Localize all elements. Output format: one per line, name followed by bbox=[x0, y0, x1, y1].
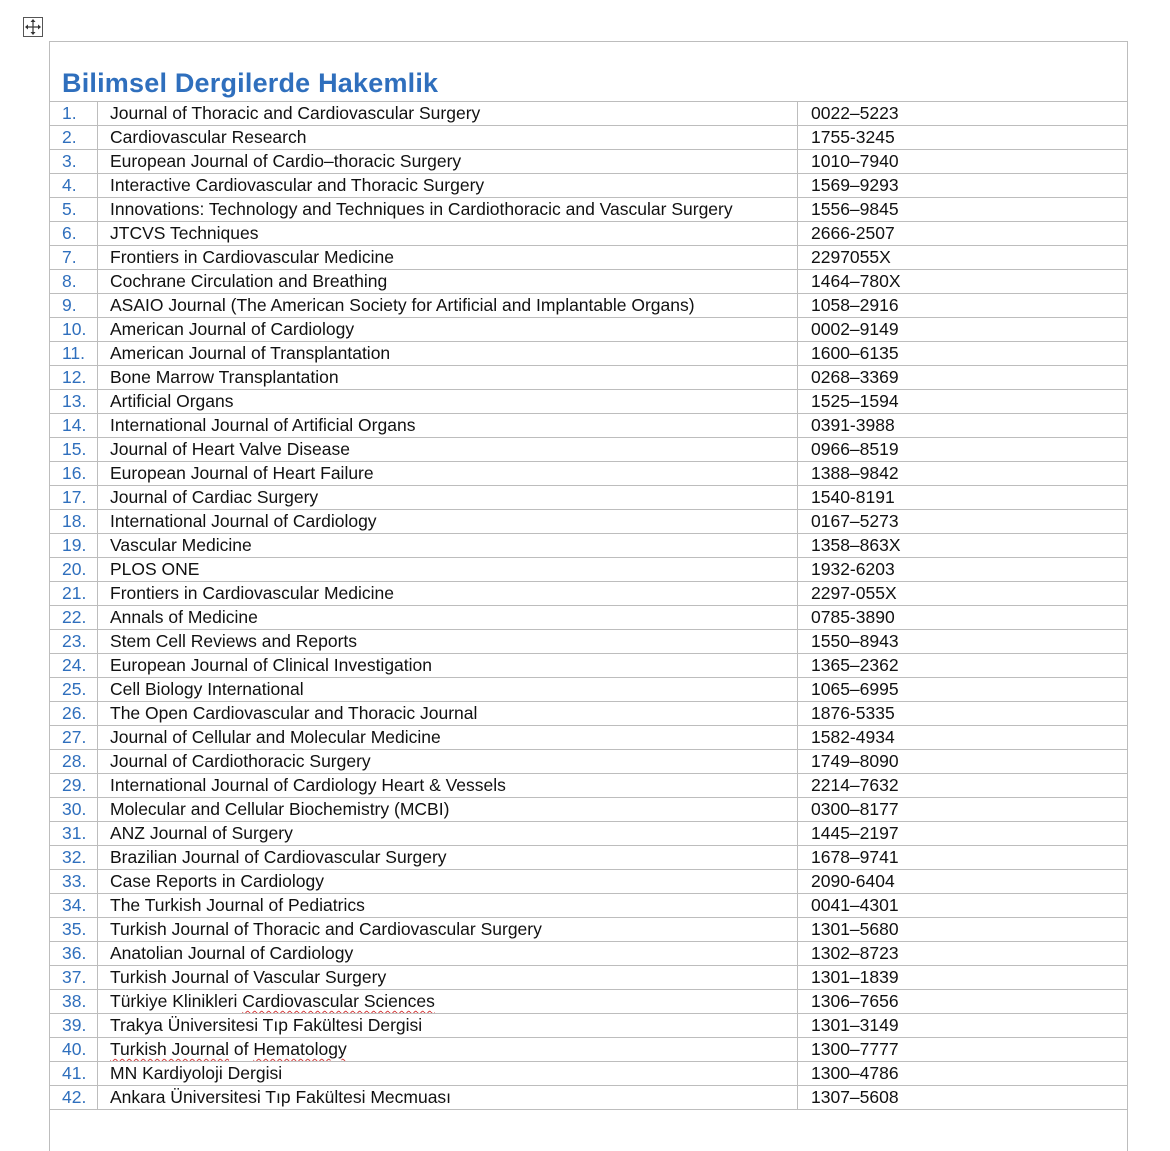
table-row bbox=[50, 486, 1128, 510]
journal-issn: 1358–863X bbox=[798, 534, 1128, 558]
row-number: 39. bbox=[50, 1014, 98, 1038]
row-number: 15. bbox=[50, 438, 98, 462]
row-number: 29. bbox=[50, 774, 98, 798]
row-number: 12. bbox=[50, 366, 98, 390]
journal-issn: 1301–3149 bbox=[798, 1014, 1128, 1038]
row-number: 5. bbox=[50, 198, 98, 222]
journal-issn: 1556–9845 bbox=[798, 198, 1128, 222]
journal-name: Journal of Cardiothoracic Surgery bbox=[98, 750, 798, 774]
journal-name: Frontiers in Cardiovascular Medicine bbox=[98, 246, 798, 270]
journal-name: Journal of Cellular and Molecular Medicine bbox=[98, 726, 798, 750]
journal-issn: 0785-3890 bbox=[798, 606, 1128, 630]
journal-issn: 1300–4786 bbox=[798, 1062, 1128, 1086]
row-number: 24. bbox=[50, 654, 98, 678]
journal-name-part: of bbox=[228, 1039, 254, 1059]
journal-issn: 1300–7777 bbox=[798, 1038, 1128, 1062]
row-number: 33. bbox=[50, 870, 98, 894]
journal-issn: 1365–2362 bbox=[798, 654, 1128, 678]
table-row bbox=[50, 918, 1128, 942]
journal-issn: 1388–9842 bbox=[798, 462, 1128, 486]
journal-name: Anatolian Journal of Cardiology bbox=[98, 942, 798, 966]
journal-name: Brazilian Journal of Cardiovascular Surgery bbox=[98, 846, 798, 870]
table-row bbox=[50, 726, 1128, 750]
journal-name: Innovations: Technology and Techniques in Cardiothoracic and Vascular Surgery bbox=[98, 198, 798, 222]
journal-name: The Open Cardiovascular and Thoracic Journal bbox=[98, 702, 798, 726]
row-number: 14. bbox=[50, 414, 98, 438]
journal-name-part: Türkiye Klinikleri bbox=[110, 991, 243, 1011]
journal-issn: 0966–8519 bbox=[798, 438, 1128, 462]
row-number: 16. bbox=[50, 462, 98, 486]
journal-name: ASAIO Journal (The American Society for Artificial and Implantable Organs) bbox=[98, 294, 798, 318]
row-number: 9. bbox=[50, 294, 98, 318]
row-number: 34. bbox=[50, 894, 98, 918]
journal-issn: 1301–5680 bbox=[798, 918, 1128, 942]
journal-name: Cochrane Circulation and Breathing bbox=[98, 270, 798, 294]
move-arrows-icon bbox=[24, 18, 42, 36]
journal-name: Annals of Medicine bbox=[98, 606, 798, 630]
journal-issn: 0391-3988 bbox=[798, 414, 1128, 438]
journal-name: International Journal of Cardiology bbox=[98, 510, 798, 534]
journal-issn: 1582-4934 bbox=[798, 726, 1128, 750]
table-row bbox=[50, 294, 1128, 318]
row-number: 20. bbox=[50, 558, 98, 582]
table-row bbox=[50, 966, 1128, 990]
table-row bbox=[50, 390, 1128, 414]
journal-issn: 1306–7656 bbox=[798, 990, 1128, 1014]
row-number: 7. bbox=[50, 246, 98, 270]
journal-name: Artificial Organs bbox=[98, 390, 798, 414]
table-row bbox=[50, 558, 1128, 582]
table-row bbox=[50, 582, 1128, 606]
table-row bbox=[50, 510, 1128, 534]
table-row bbox=[50, 654, 1128, 678]
journal-name: European Journal of Heart Failure bbox=[98, 462, 798, 486]
journal-issn: 1678–9741 bbox=[798, 846, 1128, 870]
table-row bbox=[50, 1014, 1128, 1038]
row-number: 32. bbox=[50, 846, 98, 870]
row-number: 36. bbox=[50, 942, 98, 966]
table-row bbox=[50, 366, 1128, 390]
journal-issn: 1749–8090 bbox=[798, 750, 1128, 774]
row-number: 23. bbox=[50, 630, 98, 654]
table-row bbox=[50, 342, 1128, 366]
table-row bbox=[50, 894, 1128, 918]
table-row bbox=[50, 150, 1128, 174]
table-row bbox=[50, 990, 1128, 1014]
table-row bbox=[50, 534, 1128, 558]
table-row bbox=[50, 606, 1128, 630]
journal-name: International Journal of Cardiology Heart & Vessels bbox=[98, 774, 798, 798]
journal-issn: 1010–7940 bbox=[798, 150, 1128, 174]
journal-issn: 1445–2197 bbox=[798, 822, 1128, 846]
journal-issn: 2666-2507 bbox=[798, 222, 1128, 246]
table-row bbox=[50, 222, 1128, 246]
journal-issn: 1540-8191 bbox=[798, 486, 1128, 510]
row-number: 27. bbox=[50, 726, 98, 750]
journal-issn: 0268–3369 bbox=[798, 366, 1128, 390]
journal-name: Interactive Cardiovascular and Thoracic Surgery bbox=[98, 174, 798, 198]
table-row bbox=[50, 702, 1128, 726]
table-row bbox=[50, 1062, 1128, 1086]
table-row bbox=[50, 198, 1128, 222]
row-number: 6. bbox=[50, 222, 98, 246]
row-number: 2. bbox=[50, 126, 98, 150]
journal-name: Bone Marrow Transplantation bbox=[98, 366, 798, 390]
spellcheck-flagged-text: Cardiovascular Sciences bbox=[242, 991, 435, 1011]
row-number: 42. bbox=[50, 1086, 98, 1110]
journal-issn: 1932-6203 bbox=[798, 558, 1128, 582]
journal-issn: 2214–7632 bbox=[798, 774, 1128, 798]
table-row bbox=[50, 1038, 1128, 1062]
table-row bbox=[50, 102, 1128, 126]
journal-name: Case Reports in Cardiology bbox=[98, 870, 798, 894]
row-number: 25. bbox=[50, 678, 98, 702]
row-number: 28. bbox=[50, 750, 98, 774]
row-number: 30. bbox=[50, 798, 98, 822]
table-row bbox=[50, 870, 1128, 894]
journal-name: Stem Cell Reviews and Reports bbox=[98, 630, 798, 654]
row-number: 13. bbox=[50, 390, 98, 414]
journal-name: European Journal of Cardio–thoracic Surgery bbox=[98, 150, 798, 174]
journal-name: Journal of Heart Valve Disease bbox=[98, 438, 798, 462]
journal-issn: 1301–1839 bbox=[798, 966, 1128, 990]
journal-name: American Journal of Cardiology bbox=[98, 318, 798, 342]
row-number: 22. bbox=[50, 606, 98, 630]
journal-name: American Journal of Transplantation bbox=[98, 342, 798, 366]
journal-name: European Journal of Clinical Investigation bbox=[98, 654, 798, 678]
journal-name: Turkish Journal of Vascular Surgery bbox=[98, 966, 798, 990]
table-row bbox=[50, 750, 1128, 774]
row-number: 3. bbox=[50, 150, 98, 174]
journal-name: Cardiovascular Research bbox=[98, 126, 798, 150]
journal-issn: 0041–4301 bbox=[798, 894, 1128, 918]
journal-name: Ankara Üniversitesi Tıp Fakültesi Mecmuası bbox=[98, 1086, 798, 1110]
journal-name: JTCVS Techniques bbox=[98, 222, 798, 246]
spellcheck-flagged-text: Turkish Journal bbox=[110, 1039, 229, 1059]
journal-issn: 1569–9293 bbox=[798, 174, 1128, 198]
journal-issn: 1307–5608 bbox=[798, 1086, 1128, 1110]
row-number: 18. bbox=[50, 510, 98, 534]
table-row bbox=[50, 462, 1128, 486]
row-number: 11. bbox=[50, 342, 98, 366]
journal-issn: 1065–6995 bbox=[798, 678, 1128, 702]
journal-issn: 0022–5223 bbox=[798, 102, 1128, 126]
journal-name bbox=[98, 990, 798, 1014]
table-row bbox=[50, 126, 1128, 150]
journal-name: Trakya Üniversitesi Tıp Fakültesi Dergisi bbox=[98, 1014, 798, 1038]
table-row bbox=[50, 438, 1128, 462]
row-number: 37. bbox=[50, 966, 98, 990]
journal-name: Journal of Cardiac Surgery bbox=[98, 486, 798, 510]
table-row bbox=[50, 798, 1128, 822]
spellcheck-flagged-text: Hematology bbox=[253, 1039, 347, 1059]
journal-name: Turkish Journal of Thoracic and Cardiovascular Surgery bbox=[98, 918, 798, 942]
journal-name: PLOS ONE bbox=[98, 558, 798, 582]
journal-issn: 0300–8177 bbox=[798, 798, 1128, 822]
journal-name: Molecular and Cellular Biochemistry (MCBI) bbox=[98, 798, 798, 822]
table-row bbox=[50, 630, 1128, 654]
journal-issn: 1464–780X bbox=[798, 270, 1128, 294]
row-number: 21. bbox=[50, 582, 98, 606]
journal-issn: 1600–6135 bbox=[798, 342, 1128, 366]
journal-issn: 1876-5335 bbox=[798, 702, 1128, 726]
journal-name bbox=[98, 1038, 798, 1062]
row-number: 4. bbox=[50, 174, 98, 198]
journal-name: Journal of Thoracic and Cardiovascular Surgery bbox=[98, 102, 798, 126]
journal-name: Cell Biology International bbox=[98, 678, 798, 702]
table-row bbox=[50, 318, 1128, 342]
journal-issn: 0167–5273 bbox=[798, 510, 1128, 534]
table-row bbox=[50, 942, 1128, 966]
table-row bbox=[50, 270, 1128, 294]
journal-table bbox=[49, 101, 1128, 1110]
table-row bbox=[50, 1086, 1128, 1110]
table-move-handle[interactable] bbox=[23, 17, 43, 37]
row-number: 1. bbox=[50, 102, 98, 126]
journal-issn: 1525–1594 bbox=[798, 390, 1128, 414]
table-row bbox=[50, 822, 1128, 846]
journal-issn: 1755-3245 bbox=[798, 126, 1128, 150]
journal-name: MN Kardiyoloji Dergisi bbox=[98, 1062, 798, 1086]
journal-issn: 1302–8723 bbox=[798, 942, 1128, 966]
journal-name: Frontiers in Cardiovascular Medicine bbox=[98, 582, 798, 606]
table-row bbox=[50, 774, 1128, 798]
journal-name: International Journal of Artificial Organs bbox=[98, 414, 798, 438]
row-number: 31. bbox=[50, 822, 98, 846]
row-number: 35. bbox=[50, 918, 98, 942]
table-row bbox=[50, 174, 1128, 198]
journal-issn: 0002–9149 bbox=[798, 318, 1128, 342]
row-number: 10. bbox=[50, 318, 98, 342]
journal-name: Vascular Medicine bbox=[98, 534, 798, 558]
journal-name: The Turkish Journal of Pediatrics bbox=[98, 894, 798, 918]
row-number: 8. bbox=[50, 270, 98, 294]
row-number: 19. bbox=[50, 534, 98, 558]
table-row bbox=[50, 846, 1128, 870]
table-row bbox=[50, 414, 1128, 438]
journal-issn: 2297-055X bbox=[798, 582, 1128, 606]
row-number: 26. bbox=[50, 702, 98, 726]
journal-issn: 2297055X bbox=[798, 246, 1128, 270]
row-number: 40. bbox=[50, 1038, 98, 1062]
journal-name: ANZ Journal of Surgery bbox=[98, 822, 798, 846]
table-row bbox=[50, 678, 1128, 702]
row-number: 17. bbox=[50, 486, 98, 510]
journal-issn: 1550–8943 bbox=[798, 630, 1128, 654]
table-row bbox=[50, 246, 1128, 270]
journal-issn: 1058–2916 bbox=[798, 294, 1128, 318]
journal-issn: 2090-6404 bbox=[798, 870, 1128, 894]
row-number: 41. bbox=[50, 1062, 98, 1086]
page-title: Bilimsel Dergilerde Hakemlik bbox=[62, 68, 439, 98]
row-number: 38. bbox=[50, 990, 98, 1014]
